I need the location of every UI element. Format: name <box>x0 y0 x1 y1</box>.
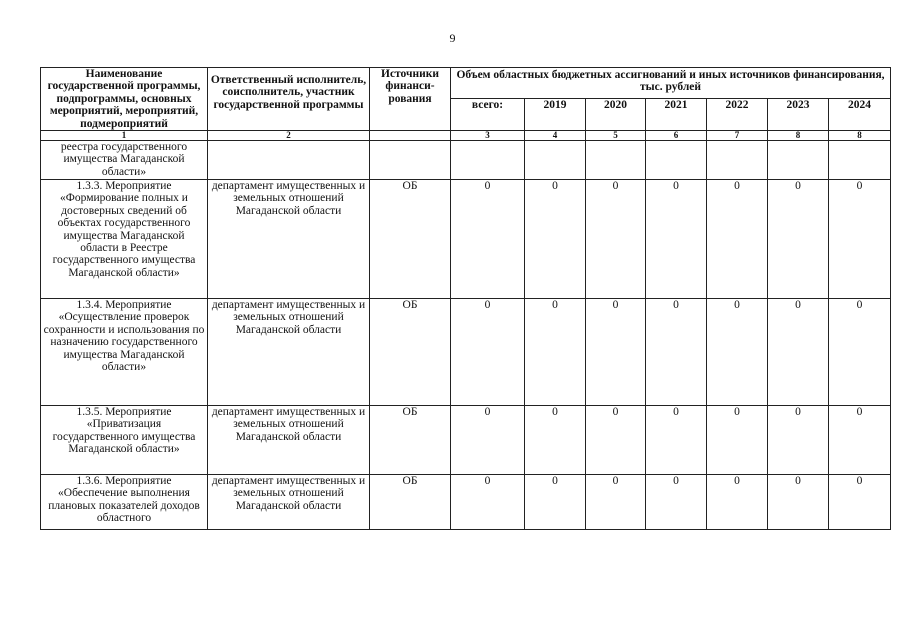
header-year-2024: 2024 <box>829 98 891 130</box>
value-2019: 0 <box>525 406 586 475</box>
page-number: 9 <box>449 31 456 45</box>
value-2020: 0 <box>586 406 646 475</box>
header-total: всего: <box>451 98 525 130</box>
value-total: 0 <box>451 475 525 530</box>
row-source: ОБ <box>370 475 451 530</box>
value-total <box>451 141 525 180</box>
value-2019: 0 <box>525 180 586 299</box>
budget-table <box>40 67 891 530</box>
value-2023: 0 <box>768 475 829 530</box>
value-2021 <box>646 141 707 180</box>
column-number: 4 <box>525 131 586 141</box>
value-2020 <box>586 141 646 180</box>
value-2024: 0 <box>829 406 891 475</box>
table-row <box>41 299 891 406</box>
column-number: 5 <box>586 131 646 141</box>
column-number: 1 <box>41 131 208 141</box>
header-amounts-group: Объем областных бюджетных ассигнований и иных источников финансирования, тыс. рублей <box>451 68 891 99</box>
column-number-row <box>41 131 891 141</box>
value-2019: 0 <box>525 299 586 406</box>
row-source <box>370 141 451 180</box>
row-name: 1.3.5. Мероприятие «Приватизация государственного имущества Магаданской области» <box>41 406 208 475</box>
table-row <box>41 141 891 180</box>
header-responsible-column: Ответственный исполнитель, соисполнитель, участник государственной программы <box>208 68 370 131</box>
row-source: ОБ <box>370 299 451 406</box>
value-2022: 0 <box>707 406 768 475</box>
row-name: реестра государственного имущества Магаданской области» <box>41 141 208 180</box>
value-2022: 0 <box>707 180 768 299</box>
row-source: ОБ <box>370 180 451 299</box>
column-number: 8 <box>829 131 891 141</box>
value-2022: 0 <box>707 475 768 530</box>
table-row <box>41 406 891 475</box>
column-number: 2 <box>208 131 370 141</box>
row-name: 1.3.3. Мероприятие «Формирование полных и достоверных сведений об объектах государственного имущества Магаданской области в Реестре государственного имущества Магаданской области» <box>41 180 208 299</box>
header-name-column: Наименование государственной программы, подпрограммы, основных мероприятий, мероприятий, подмероприятий <box>41 68 208 131</box>
table-row <box>41 475 891 530</box>
row-responsible: департамент имущественных и земельных отношений Магаданской области <box>208 406 370 475</box>
value-2021: 0 <box>646 180 707 299</box>
header-year-2020: 2020 <box>586 98 646 130</box>
value-total: 0 <box>451 180 525 299</box>
value-2021: 0 <box>646 406 707 475</box>
value-2020: 0 <box>586 475 646 530</box>
row-responsible: департамент имущественных и земельных отношений Магаданской области <box>208 475 370 530</box>
value-2023: 0 <box>768 406 829 475</box>
header-year-2019: 2019 <box>525 98 586 130</box>
row-responsible: департамент имущественных и земельных отношений Магаданской области <box>208 299 370 406</box>
header-sources-column: Источники финанси-рования <box>370 68 451 131</box>
value-2024: 0 <box>829 475 891 530</box>
row-name: 1.3.6. Мероприятие «Обеспечение выполнения плановых показателей доходов областного <box>41 475 208 530</box>
column-number <box>370 131 451 141</box>
header-year-2023: 2023 <box>768 98 829 130</box>
table-row <box>41 180 891 299</box>
value-2023: 0 <box>768 299 829 406</box>
column-number: 3 <box>451 131 525 141</box>
header-year-2022: 2022 <box>707 98 768 130</box>
value-2021: 0 <box>646 475 707 530</box>
value-2023 <box>768 141 829 180</box>
value-2021: 0 <box>646 299 707 406</box>
value-2019: 0 <box>525 475 586 530</box>
row-name: 1.3.4. Мероприятие «Осуществление проверок сохранности и использования по назначению государственного имущества Магаданской области» <box>41 299 208 406</box>
value-2022 <box>707 141 768 180</box>
value-2019 <box>525 141 586 180</box>
value-2020: 0 <box>586 299 646 406</box>
row-responsible <box>208 141 370 180</box>
value-total: 0 <box>451 299 525 406</box>
column-number: 8 <box>768 131 829 141</box>
row-responsible: департамент имущественных и земельных отношений Магаданской области <box>208 180 370 299</box>
header-year-2021: 2021 <box>646 98 707 130</box>
value-2024 <box>829 141 891 180</box>
value-total: 0 <box>451 406 525 475</box>
value-2024: 0 <box>829 299 891 406</box>
row-source: ОБ <box>370 406 451 475</box>
column-number: 6 <box>646 131 707 141</box>
value-2020: 0 <box>586 180 646 299</box>
value-2022: 0 <box>707 299 768 406</box>
value-2024: 0 <box>829 180 891 299</box>
column-number: 7 <box>707 131 768 141</box>
value-2023: 0 <box>768 180 829 299</box>
